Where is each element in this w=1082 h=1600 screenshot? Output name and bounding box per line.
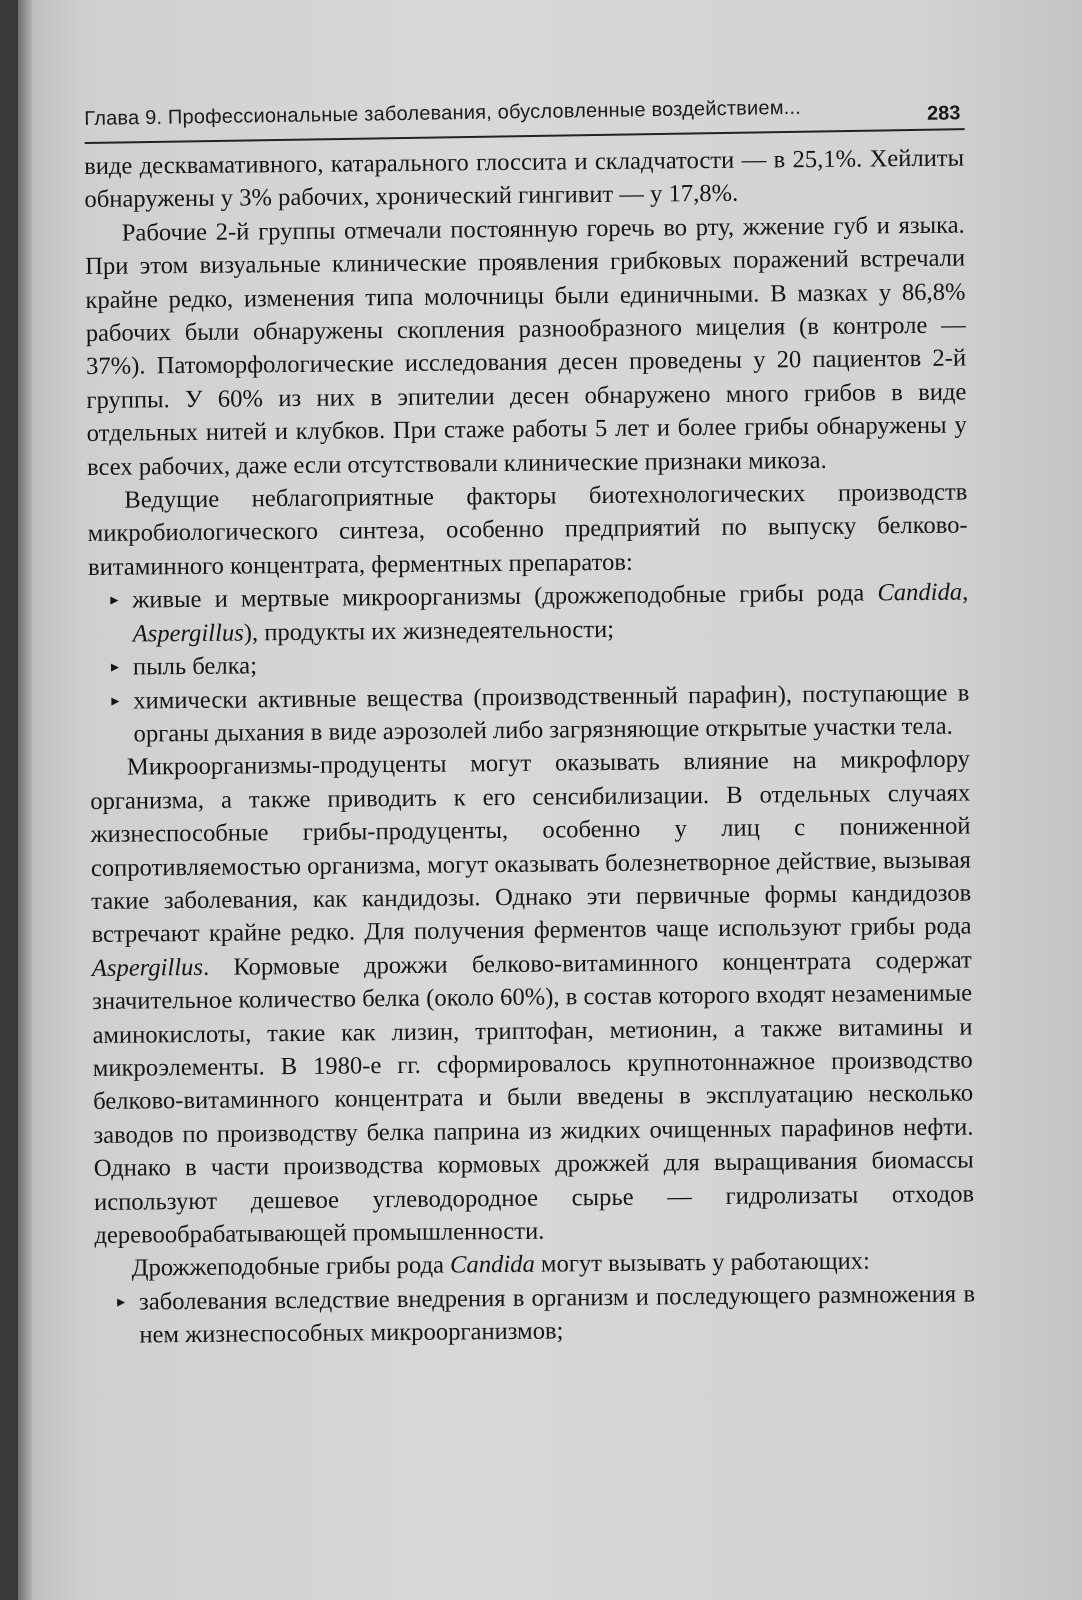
list-item: ▸ заболевания вследствие внедрения в организм и последующего размножения в нем жизнеспособных микроорганизмов; [116, 1280, 976, 1349]
paragraph-3: Ведущие неблагоприятные факторы биотехнологических производств микробиологического синтеза, особенно предприятий по выпуску белково-витаминного концентрата, ферментных препаратов: [87, 478, 968, 581]
chapter-title: Глава 9. Профессиональные заболевания, обусловленные воздействием... [84, 96, 802, 130]
diseases-list [95, 1277, 976, 1352]
list-item: ▸ пыль белка; [111, 643, 969, 685]
list-item: ▸ живые и мертвые микроорганизмы (дрожжеподобные грибы рода Candida, Aspergillus), продукты их жизнедеятельности; [110, 578, 969, 648]
triangle-bullet-icon: ▸ [110, 658, 120, 676]
book-page [18, 0, 1082, 1600]
triangle-bullet-icon: ▸ [110, 591, 119, 610]
header-rule [85, 128, 965, 144]
paragraph-2: Рабочие 2-й группы отмечали постоянную горечь во рту, жжение губ и языка. При этом визуальные клинические проявления грибковых поражений встречали крайне редко, изменения типа молочницы были единичными. В мазках у 86,8% рабочих были обнаружены скопления разнообразного мицелия (в контроле — 37%). Патоморфологические исследования десен проведены у 20 пациентов 2-й группы. У 60% из них в эпителии десен обнаружено много грибов в виде отдельных нитей и клубков. При стаже работы 5 лет и более грибы обнаружены у всех рабочих, даже если отсутствовали клинические признаки микоза. [84, 211, 967, 481]
paragraph-5: Дрожжеподобные грибы рода Candida могут вызывать у работающих: [131, 1247, 870, 1282]
page-number: 283 [926, 102, 961, 125]
factors-list [88, 576, 970, 751]
triangle-bullet-icon: ▸ [116, 1293, 126, 1311]
body-text [84, 142, 976, 1353]
running-header [84, 84, 965, 146]
italic-candida: Candida [877, 578, 963, 607]
triangle-bullet-icon: ▸ [111, 692, 120, 710]
paragraph-1: виде десквамативного, катарального глоссита и складчатости — в 25,1%. Хейлиты обнаружены у 3% рабочих, хронический гингивит — у 17,8%. [84, 144, 965, 214]
italic-aspergillus: Aspergillus [132, 619, 244, 648]
italic-candida: Candida [449, 1251, 535, 1279]
italic-aspergillus: Aspergillus [91, 953, 204, 982]
paragraph-4: Микроорганизмы-продуценты могут оказывать влияние на микрофлору организма, а также приводить к его сенсибилизации. В отдельных случаях жизнеспособные грибы-продуценты, особенно у лиц с пониженной сопротивляемостью организма, могут оказывать болезнетворное действие, вызывая такие заболевания, как кандидозы. Однако эти первичные формы кандидозов встречают крайне редко. Для получения ферментов чаще используют грибы рода Aspergillus. Кормовые дрожжи белково-витаминного концентрата содержат значительное количество белка (около 60%), в состав которого входят незаменимые аминокислоты, такие как лизин, триптофан, метионин, а также витамины и микроэлементы. В 1980-е гг. сформировалось крупнотоннажное производство белково-витаминного концентрата и были введены в эксплуатацию несколько заводов по производству белка паприна из жидких очищенных парафинов нефти. Однако в части производства кормовых дрожжей для выращивания биомассы используют дешевое углеводородное сырье — гидролизаты отходов деревообрабатывающей промышленности. [90, 745, 975, 1249]
list-item: ▸ химически активные вещества (производственный парафин), поступающие в органы дыхания в виде аэрозолей либо загрязняющие открытые участки тела. [111, 679, 970, 748]
